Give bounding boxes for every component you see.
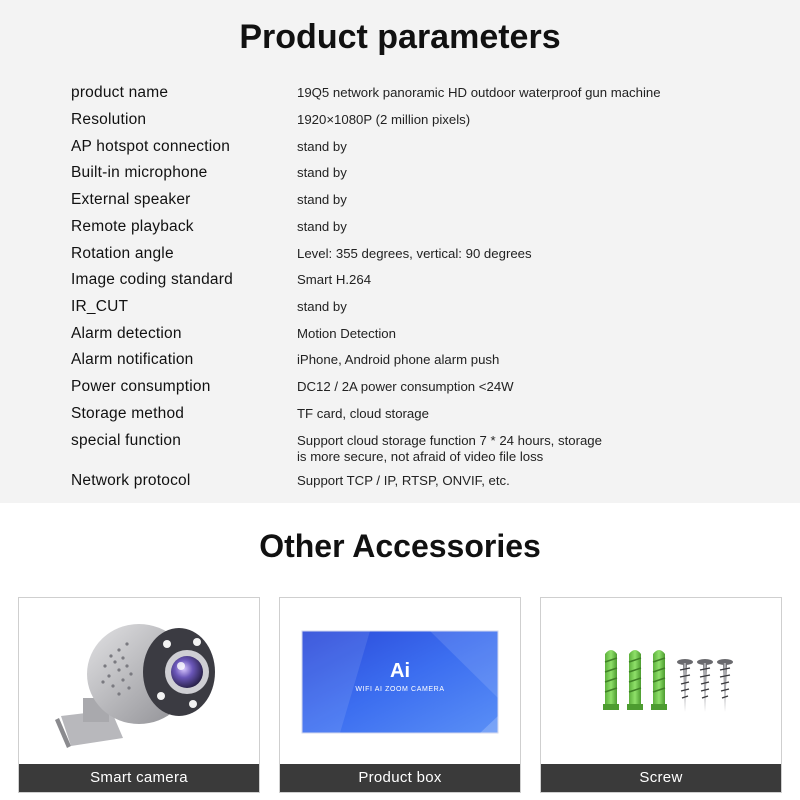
param-label: Image coding standard bbox=[71, 271, 233, 288]
param-value: 1920×1080P (2 million pixels) bbox=[297, 112, 471, 127]
screw-icon bbox=[541, 598, 781, 764]
param-label: Network protocol bbox=[71, 472, 191, 489]
param-label: Built-in microphone bbox=[71, 164, 208, 181]
param-value: TF card, cloud storage bbox=[297, 406, 429, 421]
param-value: Support cloud storage function 7 * 24 hours, storage bbox=[297, 433, 602, 448]
accessory-card-camera bbox=[18, 597, 260, 793]
param-value: DC12 / 2A power consumption <24W bbox=[297, 379, 514, 394]
accessories-title: Other Accessories bbox=[259, 528, 541, 564]
box-logo: Ai bbox=[390, 660, 410, 682]
param-label: External speaker bbox=[71, 191, 191, 208]
param-label: Alarm detection bbox=[71, 325, 182, 342]
accessory-caption: Smart camera bbox=[19, 764, 259, 792]
accessory-card-box bbox=[279, 597, 521, 793]
param-value: Support TCP / IP, RTSP, ONVIF, etc. bbox=[297, 473, 510, 488]
accessory-caption: Product box bbox=[280, 764, 520, 792]
param-label: AP hotspot connection bbox=[71, 138, 231, 155]
param-label: special function bbox=[71, 432, 182, 449]
param-label: Alarm notification bbox=[71, 351, 194, 368]
param-value: Smart H.264 bbox=[297, 272, 372, 287]
param-label: Power consumption bbox=[71, 378, 211, 395]
param-value: stand by bbox=[297, 165, 347, 180]
box-label: WIFI AI ZOOM CAMERA bbox=[355, 686, 445, 693]
param-value: iPhone, Android phone alarm push bbox=[297, 352, 500, 367]
param-value-continued: is more secure, not afraid of video file loss bbox=[297, 449, 544, 464]
param-label: product name bbox=[71, 84, 169, 101]
param-label: Storage method bbox=[71, 405, 185, 422]
param-value: stand by bbox=[297, 139, 347, 154]
accessory-caption: Screw bbox=[541, 764, 781, 792]
param-value: stand by bbox=[297, 219, 347, 234]
param-value: Motion Detection bbox=[297, 326, 396, 341]
param-value: Level: 355 degrees, vertical: 90 degrees bbox=[297, 246, 532, 261]
param-label: Resolution bbox=[71, 111, 147, 128]
param-value: 19Q5 network panoramic HD outdoor waterproof gun machine bbox=[297, 85, 661, 100]
product-parameters-title: Product parameters bbox=[239, 18, 561, 56]
param-label: Rotation angle bbox=[71, 245, 174, 262]
accessory-card-screw bbox=[540, 597, 782, 793]
camera-icon bbox=[19, 598, 259, 764]
param-label: IR_CUT bbox=[71, 298, 129, 315]
param-label: Remote playback bbox=[71, 218, 194, 235]
param-value: stand by bbox=[297, 192, 347, 207]
param-value: stand by bbox=[297, 299, 347, 314]
